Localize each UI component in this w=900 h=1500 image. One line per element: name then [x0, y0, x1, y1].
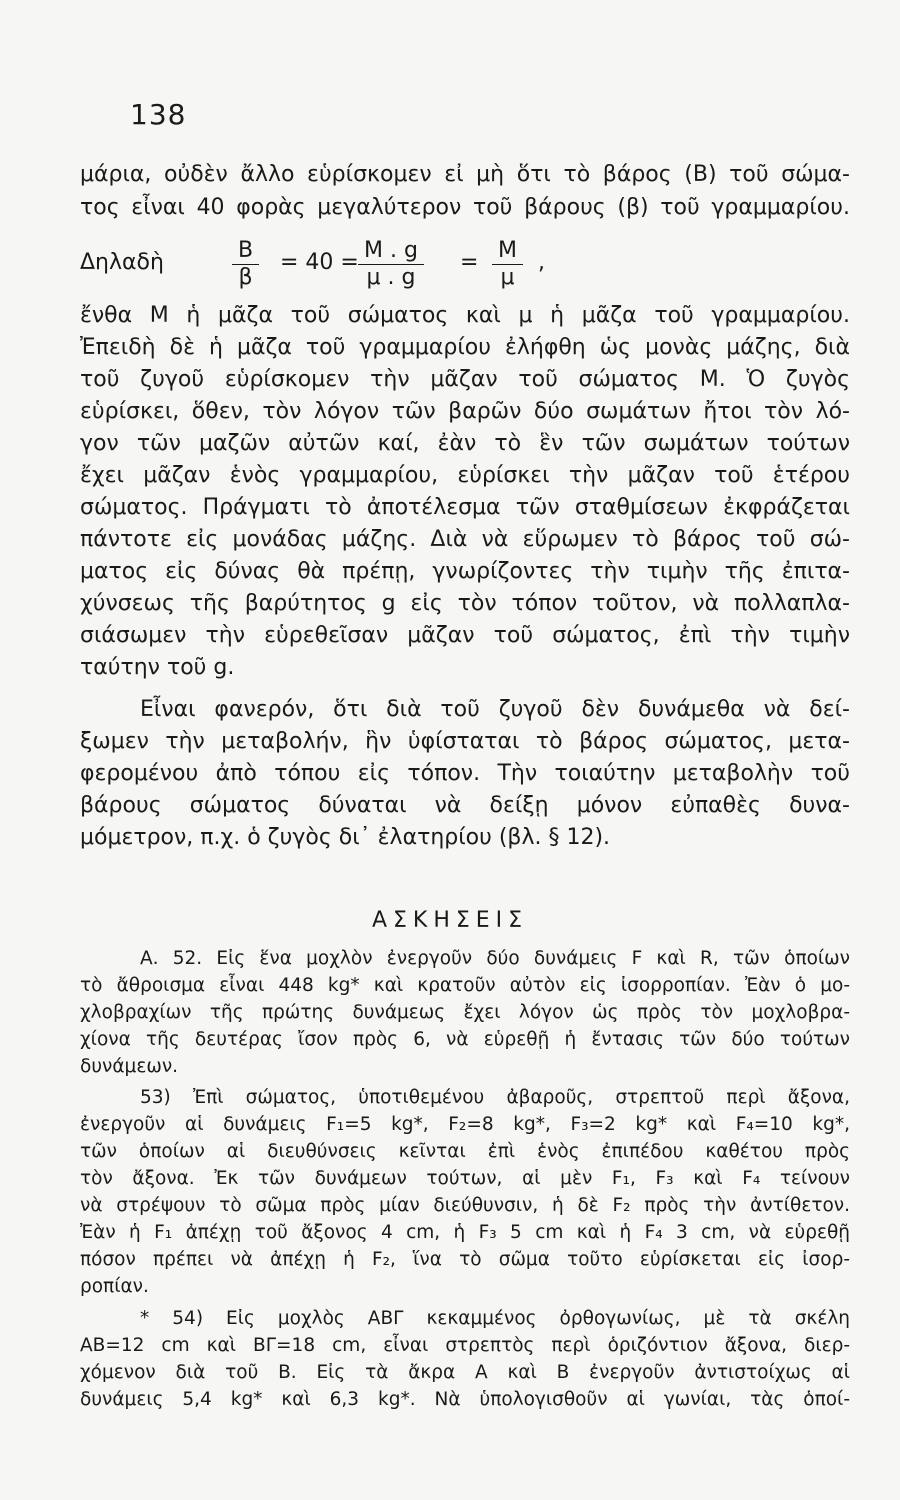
- text-line: σώματος. Πράγματι τὸ ἀποτέλεσμα τῶν σταθμίσεων ἐκφράζεται: [80, 495, 850, 520]
- formula: [80, 238, 680, 288]
- text-line: φερομένου ἀπὸ τόπου εἰς τόπον. Τὴν τοιαύτην μεταβολὴν τοῦ: [80, 761, 850, 786]
- text-line: βάρους σώματος δύναται νὰ δείξῃ μόνον εὐπαθὲς δυνα-: [80, 793, 850, 818]
- fraction-denominator: μ . g: [366, 265, 416, 290]
- text-line: γον τῶν μαζῶν αὐτῶν καί, ἐὰν τὸ ἓν τῶν σωμάτων τούτων: [80, 431, 850, 456]
- text-line: τοῦ ζυγοῦ εὑρίσκομεν τὴν μᾶζαν τοῦ σώματος Μ. Ὁ ζυγὸς: [80, 367, 850, 392]
- text-line: χύνσεως τῆς βαρύτητος g εἰς τὸν τόπον τοῦτον, νὰ πολλαπλα-: [80, 591, 850, 616]
- exercise-line: δυνάμεις 5,4 kg* καὶ 6,3 kg*. Νὰ ὑπολογισθοῦν αἱ γωνίαι, τὰς ὁποί-: [80, 1389, 850, 1410]
- formula-equals: =: [460, 250, 479, 275]
- exercise-line: Ἐὰν ἡ F₁ ἀπέχῃ τοῦ ἄξονος 4 cm, ἡ F₃ 5 cm καὶ ἡ F₄ 3 cm, νὰ εὑρεθῇ: [80, 1222, 850, 1243]
- exercise-line: ροπίαν.: [80, 1276, 149, 1297]
- text-line: ἔνθα Μ ἡ μᾶζα τοῦ σώματος καὶ μ ἡ μᾶζα τοῦ γραμμαρίου.: [80, 303, 850, 328]
- exercise-line: ΑΒ=12 cm καὶ ΒΓ=18 cm, εἶναι στρεπτὸς περὶ ὁριζόντιον ἄξονα, διερ-: [80, 1335, 850, 1356]
- exercise-line: τὸν ἄξονα. Ἐκ τῶν δυνάμεων τούτων, αἱ μὲν F₁, F₃ καὶ F₄ τείνουν: [80, 1168, 850, 1189]
- formula-comma: ,: [538, 250, 545, 275]
- fraction-masses: [492, 238, 523, 291]
- text-line: ἔχει μᾶζαν ἑνὸς γραμμαρίου, εὑρίσκει τὴν μᾶζαν τοῦ ἑτέρου: [80, 463, 850, 488]
- fraction-denominator: β: [238, 265, 253, 290]
- formula-lead: Δηλαδὴ: [80, 250, 164, 275]
- text-line: μόμετρον, π.χ. ὁ ζυγὸς δι᾽ ἐλατηρίου (βλ. § 12).: [80, 825, 611, 850]
- fraction-denominator: μ: [500, 265, 515, 290]
- text-line: Εἶναι φανερόν, ὅτι διὰ τοῦ ζυγοῦ δὲν δυνάμεθα νὰ δεί-: [140, 697, 850, 722]
- page-number: 138: [130, 98, 187, 131]
- exercise-line: Α. 52. Εἰς ἕνα μοχλὸν ἐνεργοῦν δύο δυνάμεις F καὶ R, τῶν ὁποίων: [140, 948, 850, 969]
- exercise-line: χλοβραχίων τῆς πρώτης δυνάμεως ἔχει λόγον ὡς πρὸς τὸν μοχλοβρα-: [80, 1002, 850, 1023]
- exercise-line: τῶν ὁποίων αἱ διευθύνσεις κεῖνται ἐπὶ ἑνὸς ἐπιπέδου καθέτου πρὸς: [80, 1141, 850, 1162]
- exercise-line: πόσον πρέπει νὰ ἀπέχῃ ἡ F₂, ἵνα τὸ σῶμα τοῦτο εὑρίσκεται εἰς ἰσορ-: [80, 1249, 850, 1270]
- exercise-line: χόμενον διὰ τοῦ Β. Εἰς τὰ ἄκρα Α καὶ Β ἐνεργοῦν ἀντιστοίχως αἱ: [80, 1362, 850, 1383]
- text-line: μάρια, οὐδὲν ἄλλο εὑρίσκομεν εἰ μὴ ὅτι τὸ βάρος (Β) τοῦ σώμα-: [80, 162, 850, 187]
- text-line: ξωμεν τὴν μεταβολήν, ἣν ὑφίσταται τὸ βάρος σώματος, μετα-: [80, 729, 850, 754]
- formula-equals: = 40 =: [280, 250, 359, 275]
- text-line: πάντοτε εἰς μονάδας μάζης. Διὰ νὰ εὕρωμεν τὸ βάρος τοῦ σώ-: [80, 527, 850, 552]
- fraction-numerator: Β: [232, 238, 259, 265]
- exercise-line: τὸ ἄθροισμα εἶναι 448 kg* καὶ κρατοῦν αὐτὸν εἰς ἰσορροπίαν. Ἐὰν ὁ μο-: [80, 975, 850, 996]
- exercise-line: δυνάμεων.: [80, 1056, 179, 1077]
- text-line: τος εἶναι 40 φορὰς μεγαλύτερον τοῦ βάρους (β) τοῦ γραμμαρίου.: [80, 195, 850, 220]
- exercise-line: χίονα τῆς δευτέρας ἴσον πρὸς 6, νὰ εὑρεθῇ ἡ ἔντασις τῶν δύο τούτων: [80, 1029, 850, 1050]
- fraction-weights: [232, 238, 259, 291]
- fraction-mass-g: [358, 238, 424, 291]
- section-heading: ΑΣΚΗΣΕΙΣ: [371, 908, 529, 933]
- text-line: Ἐπειδὴ δὲ ἡ μᾶζα τοῦ γραμμαρίου ἐλήφθη ὡς μονὰς μάζης, διὰ: [80, 335, 850, 360]
- exercise-line: ἐνεργοῦν αἱ δυνάμεις F₁=5 kg*, F₂=8 kg*, F₃=2 kg* καὶ F₄=10 kg*,: [80, 1114, 850, 1135]
- exercise-line: * 54) Εἰς μοχλὸς ΑΒΓ κεκαμμένος ὀρθογωνίως, μὲ τὰ σκέλη: [140, 1308, 850, 1329]
- fraction-numerator: M . g: [358, 238, 424, 265]
- text-line: ταύτην τοῦ g.: [80, 655, 235, 680]
- text-line: σιάσωμεν τὴν εὑρεθεῖσαν μᾶζαν τοῦ σώματος, ἐπὶ τὴν τιμὴν: [80, 623, 850, 648]
- exercise-line: νὰ στρέψουν τὸ σῶμα πρὸς μίαν διεύθυνσιν, ἡ δὲ F₂ πρὸς τὴν ἀντίθετον.: [80, 1195, 850, 1216]
- text-line: ματος εἰς δύνας θὰ πρέπῃ, γνωρίζοντες τὴν τιμὴν τῆς ἐπιτα-: [80, 559, 850, 584]
- exercise-line: 53) Ἐπὶ σώματος, ὑποτιθεμένου ἀβαροῦς, στρεπτοῦ περὶ ἄξονα,: [140, 1087, 850, 1108]
- fraction-numerator: M: [492, 238, 523, 265]
- text-line: εὑρίσκει, ὅθεν, τὸν λόγον τῶν βαρῶν δύο σωμάτων ἤτοι τὸν λό-: [80, 399, 850, 424]
